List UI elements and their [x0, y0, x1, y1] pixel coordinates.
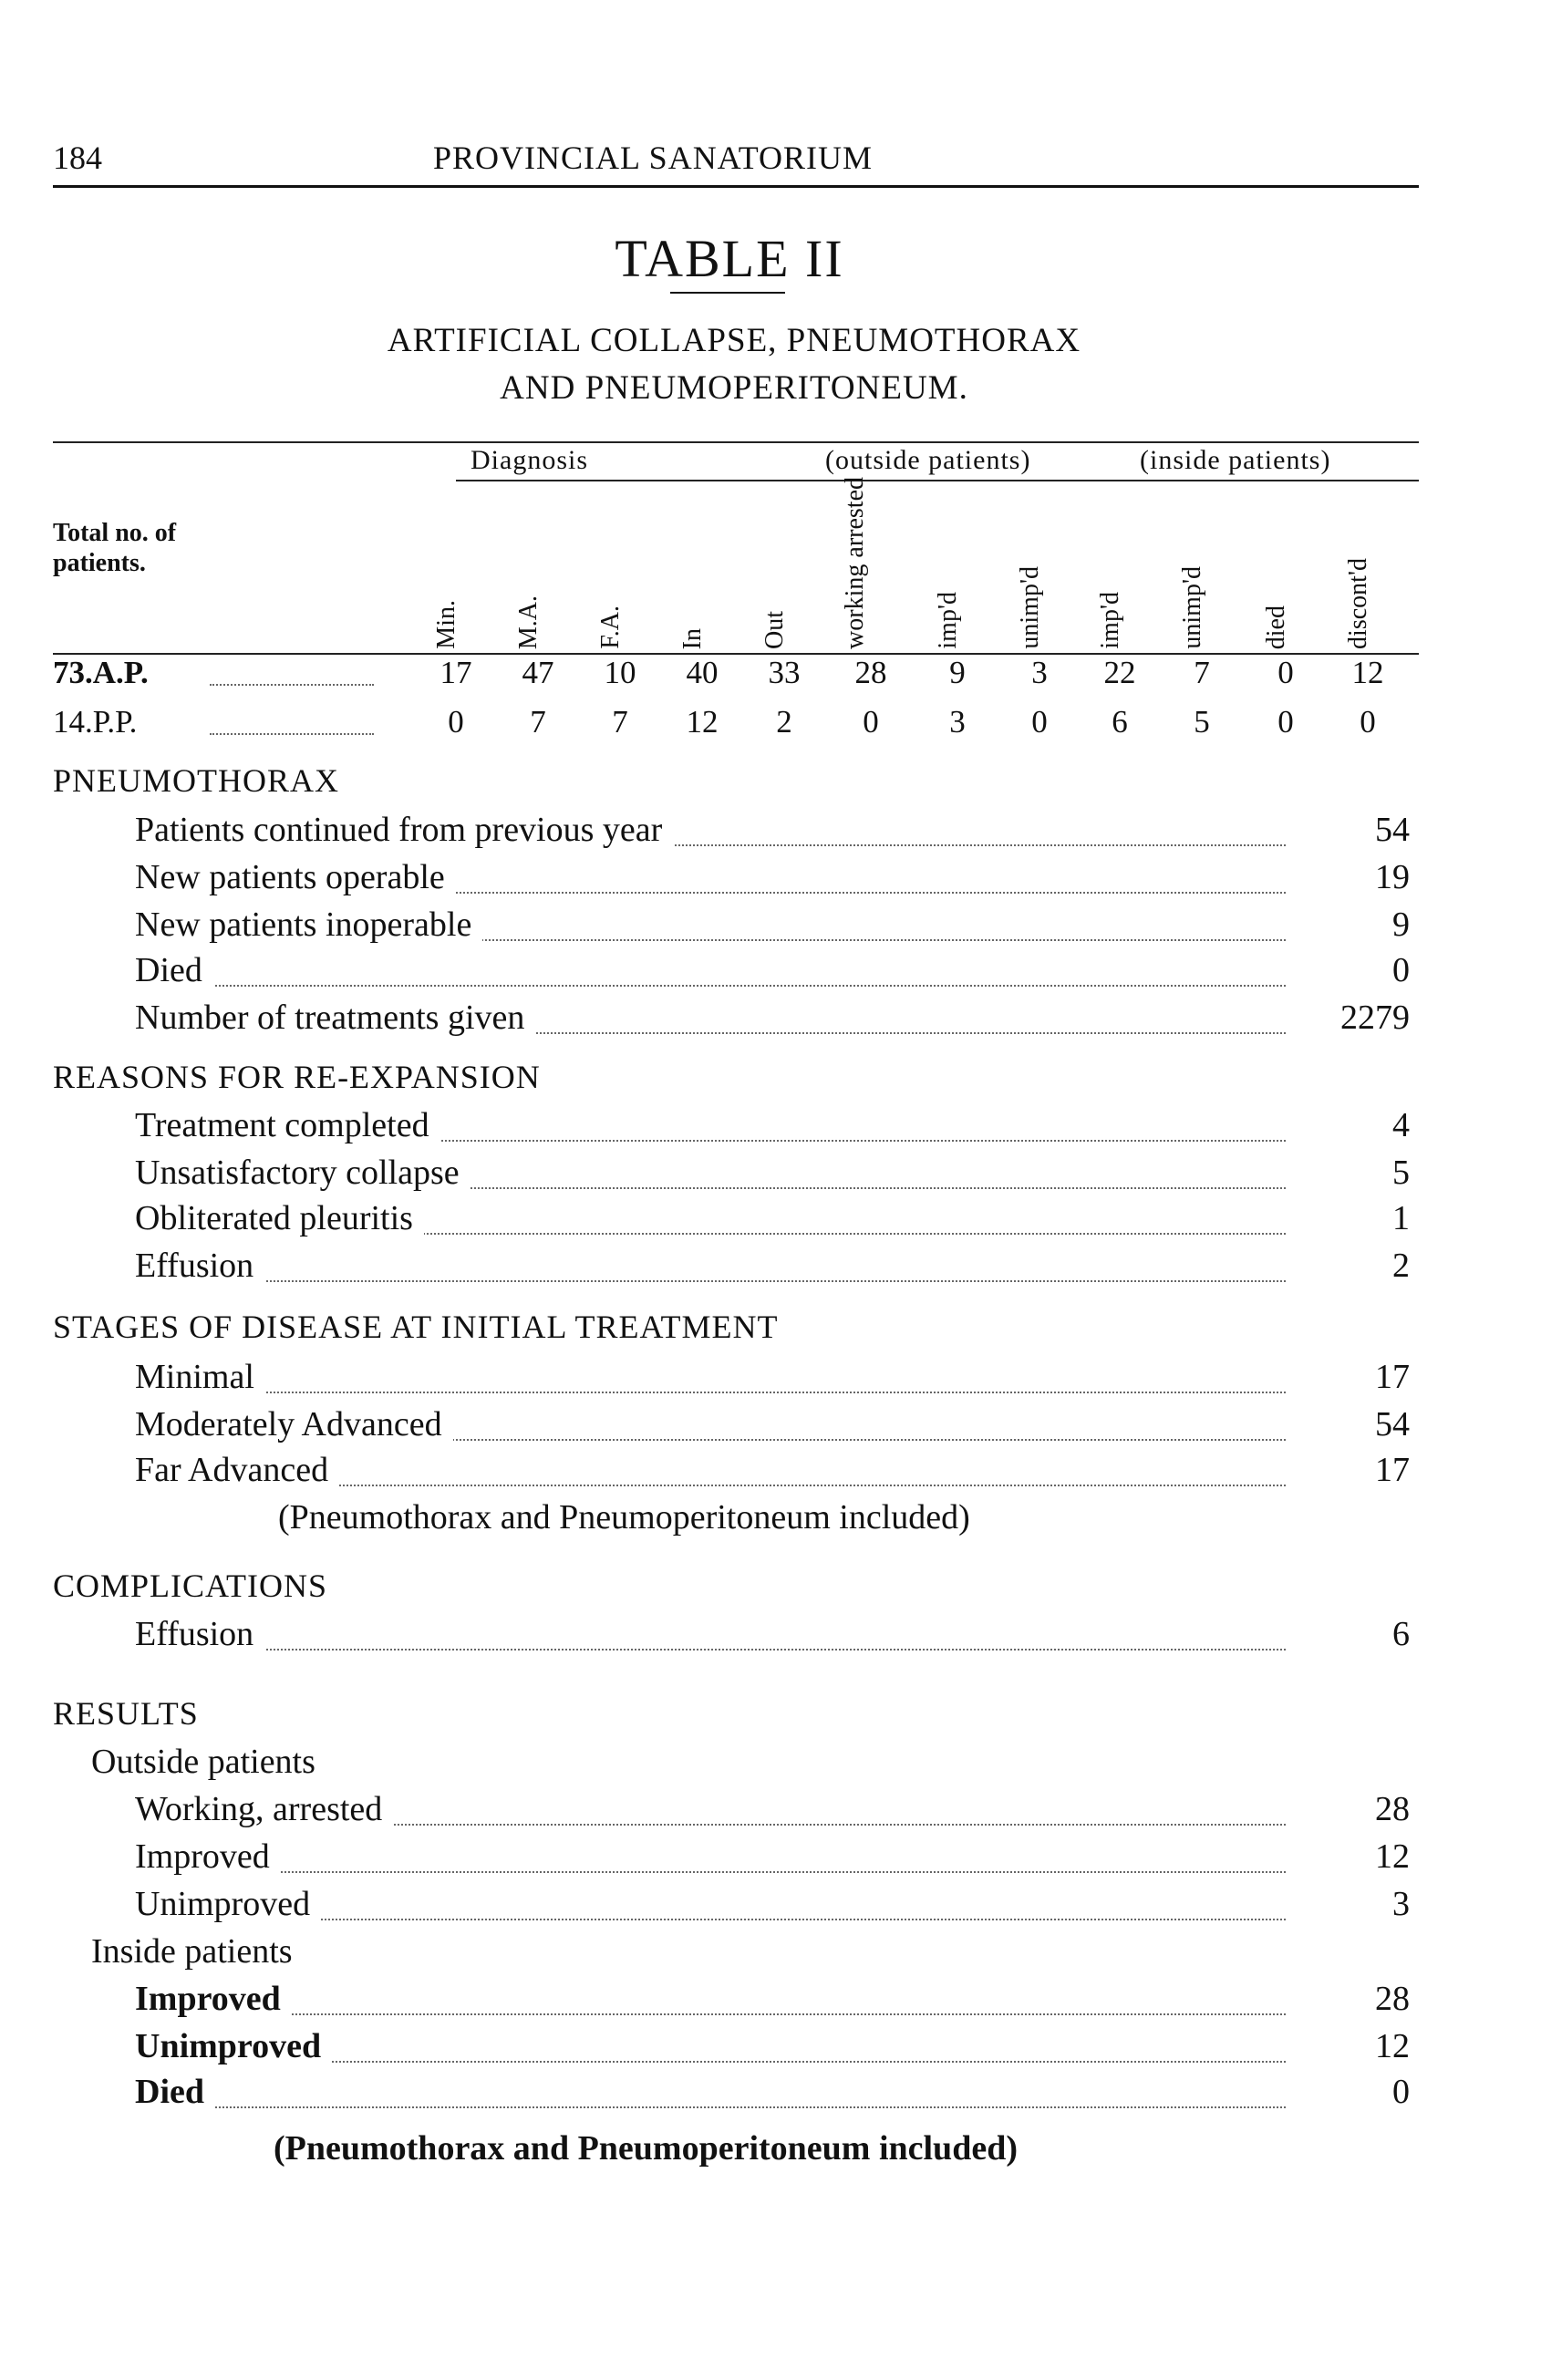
table-cell: 10	[604, 655, 636, 690]
leader-dots	[210, 684, 374, 686]
section-heading-complications: COMPLICATIONS	[53, 1568, 328, 1604]
item-label: Died	[135, 950, 213, 990]
header-rule	[53, 185, 1419, 188]
item-label: Treatment completed	[135, 1105, 440, 1145]
table-cell: 7	[612, 704, 628, 740]
item-label: Obliterated pleuritis	[135, 1198, 424, 1238]
table-cell: 28	[854, 655, 887, 690]
item-value: 19	[1375, 858, 1410, 896]
item-value: 54	[1375, 1405, 1410, 1444]
section-heading-reexpansion: REASONS FOR RE-EXPANSION	[53, 1059, 541, 1095]
item-label: Working, arrested	[135, 1789, 393, 1829]
item-label: New patients operable	[135, 857, 456, 897]
item-label: Number of treatments given	[135, 998, 535, 1038]
column-header: unimp'd	[1016, 566, 1044, 649]
table-cell: 2	[776, 704, 792, 740]
stages-note: (Pneumothorax and Pneumoperitoneum included)	[278, 1498, 970, 1537]
item-label: Unsatisfactory collapse	[135, 1153, 471, 1193]
diagnosis-group-rule	[456, 480, 821, 481]
item-value: 4	[1392, 1106, 1410, 1144]
diagnosis-group-header: Diagnosis	[471, 445, 588, 475]
table-title: TABLE II	[615, 229, 844, 288]
leader-dots	[135, 1392, 1286, 1393]
running-title: PROVINCIAL SANATORIUM	[433, 140, 874, 176]
column-header: In	[678, 627, 707, 649]
item-value: 6	[1392, 1615, 1410, 1653]
item-label: New patients inoperable	[135, 905, 482, 945]
column-header: unimp'd	[1178, 566, 1206, 649]
item-value: 28	[1375, 1790, 1410, 1828]
title-underline	[670, 292, 785, 294]
item-value: 12	[1375, 1837, 1410, 1876]
table-cell: 0	[863, 704, 879, 740]
results-outside-heading: Outside patients	[91, 1743, 315, 1781]
column-header: imp'd	[934, 592, 962, 649]
item-value: 17	[1375, 1451, 1410, 1489]
results-inside-heading: Inside patients	[91, 1932, 293, 1971]
item-label: Effusion	[135, 1614, 264, 1654]
column-header: M.A.	[514, 595, 543, 649]
item-label: Far Advanced	[135, 1450, 339, 1490]
row-label: 73.A.P.	[53, 655, 149, 690]
leader-dots	[135, 2106, 1286, 2108]
leader-dots	[135, 1280, 1286, 1282]
table-cell: 17	[440, 655, 472, 690]
inside-group-header: (inside patients)	[1140, 445, 1331, 475]
item-value: 0	[1392, 2073, 1410, 2111]
item-value: 2279	[1340, 999, 1410, 1037]
table-subtitle-line2: AND PNEUMOPERITONEUM.	[500, 369, 968, 407]
item-value: 28	[1375, 1980, 1410, 2018]
column-header: died	[1262, 605, 1290, 649]
leader-dots	[210, 733, 374, 735]
table-cell: 0	[1277, 655, 1294, 690]
table-cell: 0	[1031, 704, 1048, 740]
table-cell: 5	[1194, 704, 1210, 740]
results-note: (Pneumothorax and Pneumoperitoneum included)	[274, 2129, 1018, 2168]
page-number: 184	[53, 140, 102, 176]
table-cell: 33	[768, 655, 801, 690]
table-cell: 40	[686, 655, 719, 690]
column-header: Out	[760, 611, 789, 649]
table-cell: 3	[1031, 655, 1048, 690]
item-value: 0	[1392, 951, 1410, 989]
table-top-rule	[53, 441, 1419, 443]
item-label: Improved	[135, 1837, 281, 1877]
item-label: Effusion	[135, 1246, 264, 1286]
row-header: Total no. of patients.	[53, 519, 177, 577]
leader-dots	[135, 1649, 1286, 1650]
leader-dots	[135, 1871, 1286, 1873]
table-cell: 12	[686, 704, 719, 740]
leader-dots	[135, 2013, 1286, 2015]
table-cell: 47	[522, 655, 554, 690]
section-heading-stages: STAGES OF DISEASE AT INITIAL TREATMENT	[53, 1309, 779, 1345]
status-group-rule	[821, 480, 1419, 481]
column-header: Min.	[432, 600, 460, 649]
table-cell: 7	[530, 704, 546, 740]
leader-dots	[135, 985, 1286, 987]
section-heading-results: RESULTS	[53, 1695, 199, 1732]
item-value: 3	[1392, 1885, 1410, 1923]
table-cell: 9	[949, 655, 966, 690]
item-value: 17	[1375, 1358, 1410, 1396]
item-value: 9	[1392, 905, 1410, 944]
row-label: 14.P.P.	[53, 704, 138, 740]
table-cell: 3	[949, 704, 966, 740]
table-subtitle-line1: ARTIFICIAL COLLAPSE, PNEUMOTHORAX	[387, 322, 1081, 359]
item-label: Moderately Advanced	[135, 1404, 453, 1444]
table-cell: 6	[1112, 704, 1128, 740]
table-cell: 22	[1103, 655, 1136, 690]
column-header: discont'd	[1344, 558, 1372, 649]
item-label: Improved	[135, 1979, 292, 2019]
item-value: 54	[1375, 811, 1410, 849]
table-cell: 0	[1360, 704, 1376, 740]
item-value: 5	[1392, 1154, 1410, 1192]
item-value: 1	[1392, 1199, 1410, 1237]
item-value: 12	[1375, 2027, 1410, 2065]
table-cell: 7	[1194, 655, 1210, 690]
column-header: F.A.	[596, 605, 625, 649]
item-label: Unimproved	[135, 2026, 332, 2066]
item-label: Unimproved	[135, 1884, 321, 1924]
column-header: working arrested	[841, 477, 869, 649]
table-cell: 0	[448, 704, 464, 740]
table-cell: 12	[1351, 655, 1384, 690]
section-heading-pneumothorax: PNEUMOTHORAX	[53, 762, 340, 799]
item-label: Died	[135, 2072, 215, 2112]
item-label: Minimal	[135, 1357, 265, 1397]
item-value: 2	[1392, 1247, 1410, 1285]
outside-group-header: (outside patients)	[825, 445, 1031, 475]
table-cell: 0	[1277, 704, 1294, 740]
column-header: imp'd	[1096, 592, 1124, 649]
item-label: Patients continued from previous year	[135, 810, 673, 850]
